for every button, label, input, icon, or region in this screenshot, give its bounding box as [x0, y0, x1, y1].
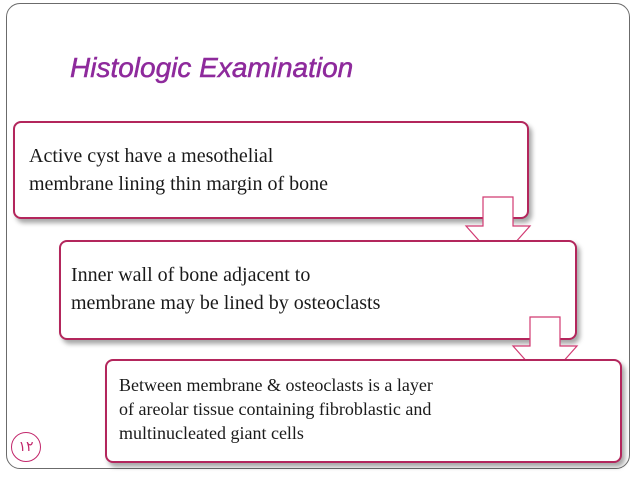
slide-title: Histologic Examination: [70, 52, 354, 83]
box-2-line-1: Inner wall of bone adjacent to: [71, 264, 311, 286]
process-box-1: [13, 121, 529, 219]
page-number-badge: ١٢: [11, 432, 41, 462]
box-3-line-1: Between membrane & osteoclasts is a layer: [119, 375, 433, 395]
box-3-line-3: multinucleated giant cells: [119, 423, 304, 443]
box-1-line-2: membrane lining thin margin of bone: [29, 173, 329, 195]
box-3-line-2: of areolar tissue containing fibroblastic and: [119, 399, 432, 419]
box-2-line-2: membrane may be lined by osteoclasts: [71, 292, 381, 314]
box-1-line-1: Active cyst have a mesothelial: [29, 145, 274, 167]
process-box-2: [59, 240, 577, 340]
process-box-3: [105, 359, 622, 463]
